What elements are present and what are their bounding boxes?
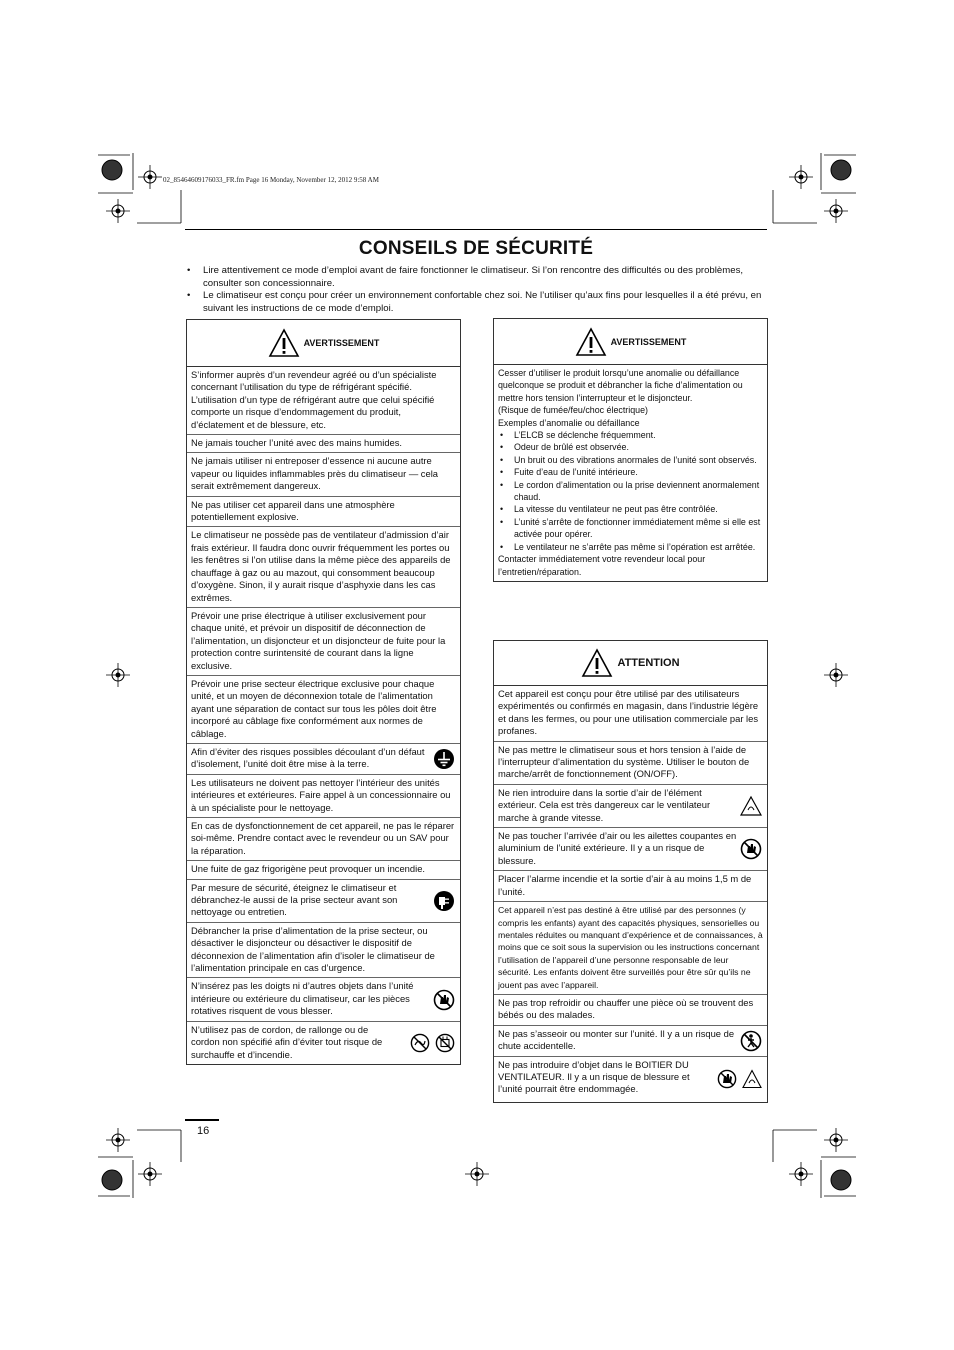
warning-header [494,319,767,365]
list-item: • Le ventilateur ne s’arrête pas même si l’opération est arrêtée. [500,541,756,552]
warning-footer: Contacter immédiatement votre revendeur local pour l’entretien/réparation. [498,554,706,577]
warning-item: Afin d’éviter des risques possibles découlant d’un défaut d’isolement, l’unité doit être mise à la terre. [187,744,460,775]
unplug-icon [433,890,455,912]
caution-fan-icon [742,1069,762,1089]
header-rule [185,229,767,230]
no-extension-cord-icon [410,1033,430,1053]
attention-item: Ne pas trop refroidir ou chauffer une pièce où se trouvent des bébés ou des malades. [494,995,767,1026]
warning-line: Cesser d’utiliser le produit lorsqu’une anomalie ou défaillance quelconque se produit et débrancher la fiche d’alimentation ou mettre hors tension l’interrupteur et le disjoncteur. [498,368,743,403]
page-title: CONSEILS DE SÉCURITÉ [358,238,594,259]
attention-item: Cet appareil n’est pas destiné à être utilisé par des personnes (y compris les enfants) ayant des capacités physiques, sensorielles ou mentales réduites ou manquant d’expérience et de connaissances, à moins que ce soit sous la supervision ou les instructions concernant l’utilisation de l’appareil d’une personne responsable de leur sécurité. Les enfants doivent être surveillés pour être sûr qu’ils ne jouent pas avec l’appareil. [494,902,767,995]
warning-item: Ne pas utiliser cet appareil dans une atmosphère potentiellement explosive. [187,497,460,528]
warning-item: Une fuite de gaz frigorigène peut provoquer un incendie. [187,861,460,879]
file-info: 02_85464609176033_FR.fm Page 16 Monday, November 12, 2012 9:58 AM [163,176,379,184]
intro-list [185,265,765,315]
warning-line: Exemples d’anomalie ou défaillance [498,417,640,428]
list-item: • L’unité s’arrête de fonctionner immédiatement même si elle est activée pour opérer. [500,516,761,540]
warning-box-left [186,319,461,1065]
attention-box [493,640,768,1103]
warning-content [494,365,767,581]
attention-header [494,641,767,686]
warning-item: Prévoir une prise secteur électrique exclusive pour chaque unité, et un moyen de déconnexion totale de l’alimentation ayant une séparation de contact sur tous les pôles doit être incorporé au câblage fixe conformément aux normes de câblage. [187,676,460,744]
warning-line: (Risque de fumée/feu/choc électrique) [498,405,648,416]
list-item: • Un bruit ou des vibrations anormales de l’unité sont observés. [500,454,757,465]
warning-item: En cas de dysfonctionnement de cet appareil, ne pas le réparer soi-même. Prendre contact avec le revendeur ou un SAV pour la réparation. [187,818,460,861]
attention-item: Ne pas toucher l’arrivée d’air ou les ailettes coupantes en aluminium de l’unité extérieure. Il y a un risque de blessure. [494,828,767,871]
attention-item: Cet appareil est conçu pour être utilisé par des utilisateurs expérimentés ou confirmés en magasin, dans l’industrie légère et dans les fermes, ou pour une utilisation commerciale par les profanes. [494,686,767,742]
warning-label: AVERTISSEMENT [610,336,687,347]
caution-fan-icon [740,795,762,817]
warning-item: Débrancher la prise d’alimentation de la prise secteur, ou désactiver le disjoncteur ou désactiver le dispositif de déconnexion de l’alimentation afin d’isoler le climatiseur de l’alimentation principale en cas d’urgence. [187,923,460,979]
page-number-rule [185,1119,219,1121]
attention-item: Ne pas s’asseoir ou monter sur l’unité. Il y a un risque de chute accidentelle. [494,1026,767,1057]
attention-item: Ne pas introduire d’objet dans le BOITIER DU VENTILATEUR. Il y a un risque de blessure et l’unité pourrait être endommagée. [494,1057,767,1102]
page-number: 16 [197,1125,210,1137]
anomaly-list [498,429,763,553]
warning-item: Par mesure de sécurité, éteignez le climatiseur et débranchez-le aussi de la prise secteur avant son nettoyage ou entretien. [187,880,460,923]
no-fingers-icon [433,989,455,1011]
no-climbing-icon [740,1030,762,1052]
warning-item: N’utilisez pas de cordon, de rallonge ou de cordon non spécifié afin d’éviter tout risque de surchauffe et d’incendie. [187,1022,460,1064]
list-item: • Odeur de brûlé est observée. [500,442,629,453]
attention-item: Placer l’alarme incendie et la sortie d’air à au moins 1,5 m de l’unité. [494,871,767,902]
attention-item: Ne pas mettre le climatiseur sous et hors tension à l’aide de l’interrupteur d’alimentation du système. Utiliser le bouton de marche/arrêt de fonctionnement (ON/OFF). [494,742,767,785]
warning-header [187,320,460,367]
attention-item: Ne rien introduire dans la sortie d’air de l’élément extérieur. Cela est très dangereux car le ventilateur marche à grande vitesse. [494,785,767,828]
no-insert-icon [717,1069,737,1089]
intro-item: • Lire attentivement ce mode d’emploi avant de faire fonctionner le climatiseur. Si l’on rencontre des difficultés ou des problèmes, consulter son concessionnaire. [187,265,744,289]
list-item: • La vitesse du ventilateur ne peut pas être contrôlée. [500,504,718,515]
list-item: • L’ELCB se déclenche fréquemment. [500,430,656,441]
intro-item: • Le climatiseur est conçu pour créer un environnement confortable chez soi. Ne l’utiliser qu’aux fins pour lesquelles il a été prévu, en suivant les instructions de ce mode d’emploi. [187,290,762,314]
warning-item: Prévoir une prise électrique à utiliser exclusivement pour chaque unité, et prévoir un dispositif de déconnection de l’alimentation, un disjoncteur et un disjoncteur de fuite pour la protection contre surintensité de courant dans la ligne exclusive. [187,608,460,676]
list-item: • Fuite d’eau de l’unité intérieure. [500,467,638,478]
warning-triangle-icon [268,328,300,358]
warning-label: AVERTISSEMENT [303,338,380,348]
warning-triangle-icon [575,327,607,357]
warning-item: Les utilisateurs ne doivent pas nettoyer l’intérieur des unités intérieures et extérieures. Faire appel à un concessionnaire ou à un spécialiste pour le nettoyage. [187,775,460,818]
warning-triangle-icon [581,648,613,678]
list-item: • Le cordon d’alimentation ou la prise deviennent anormalement chaud. [500,479,760,503]
warning-box-right [493,318,768,582]
no-multi-plug-icon [435,1033,455,1053]
warning-item: Le climatiseur ne possède pas de ventilateur d’admission d’air frais extérieur. Il faudra donc ouvrir fréquemment les portes ou les fenêtres si l’on utilise dans la même pièce des appareils de chauffage à gaz ou au mazout, qui consomment beaucoup d’oxygène. Sinon, il y aurait risque d’asphyxie dans les cas extrêmes. [187,527,460,607]
no-touch-icon [740,838,762,860]
warning-item: Ne jamais utiliser ni entreposer d’essence ni aucune autre vapeur ou liquides inflammables près du climatiseur — cela serait extrêmement dangereux. [187,453,460,496]
warning-item: Ne jamais toucher l’unité avec des mains humides. [187,435,460,453]
attention-label: ATTENTION [617,657,680,669]
ground-icon [433,748,455,770]
warning-item: S’informer auprès d’un revendeur agréé ou d’un spécialiste concernant l’utilisation du type de réfrigérant spécifié. L’utilisation d’un type de réfrigérant autre que celui spécifié comporte un risque d’endommagement du produit, d’éclatement et de blessure, etc. [187,367,460,435]
warning-item: N’insérez pas les doigts ni d’autres objets dans l’unité intérieure ou extérieure du climatiseur, car les pièces rotatives risquent de vous blesser. [187,978,460,1021]
